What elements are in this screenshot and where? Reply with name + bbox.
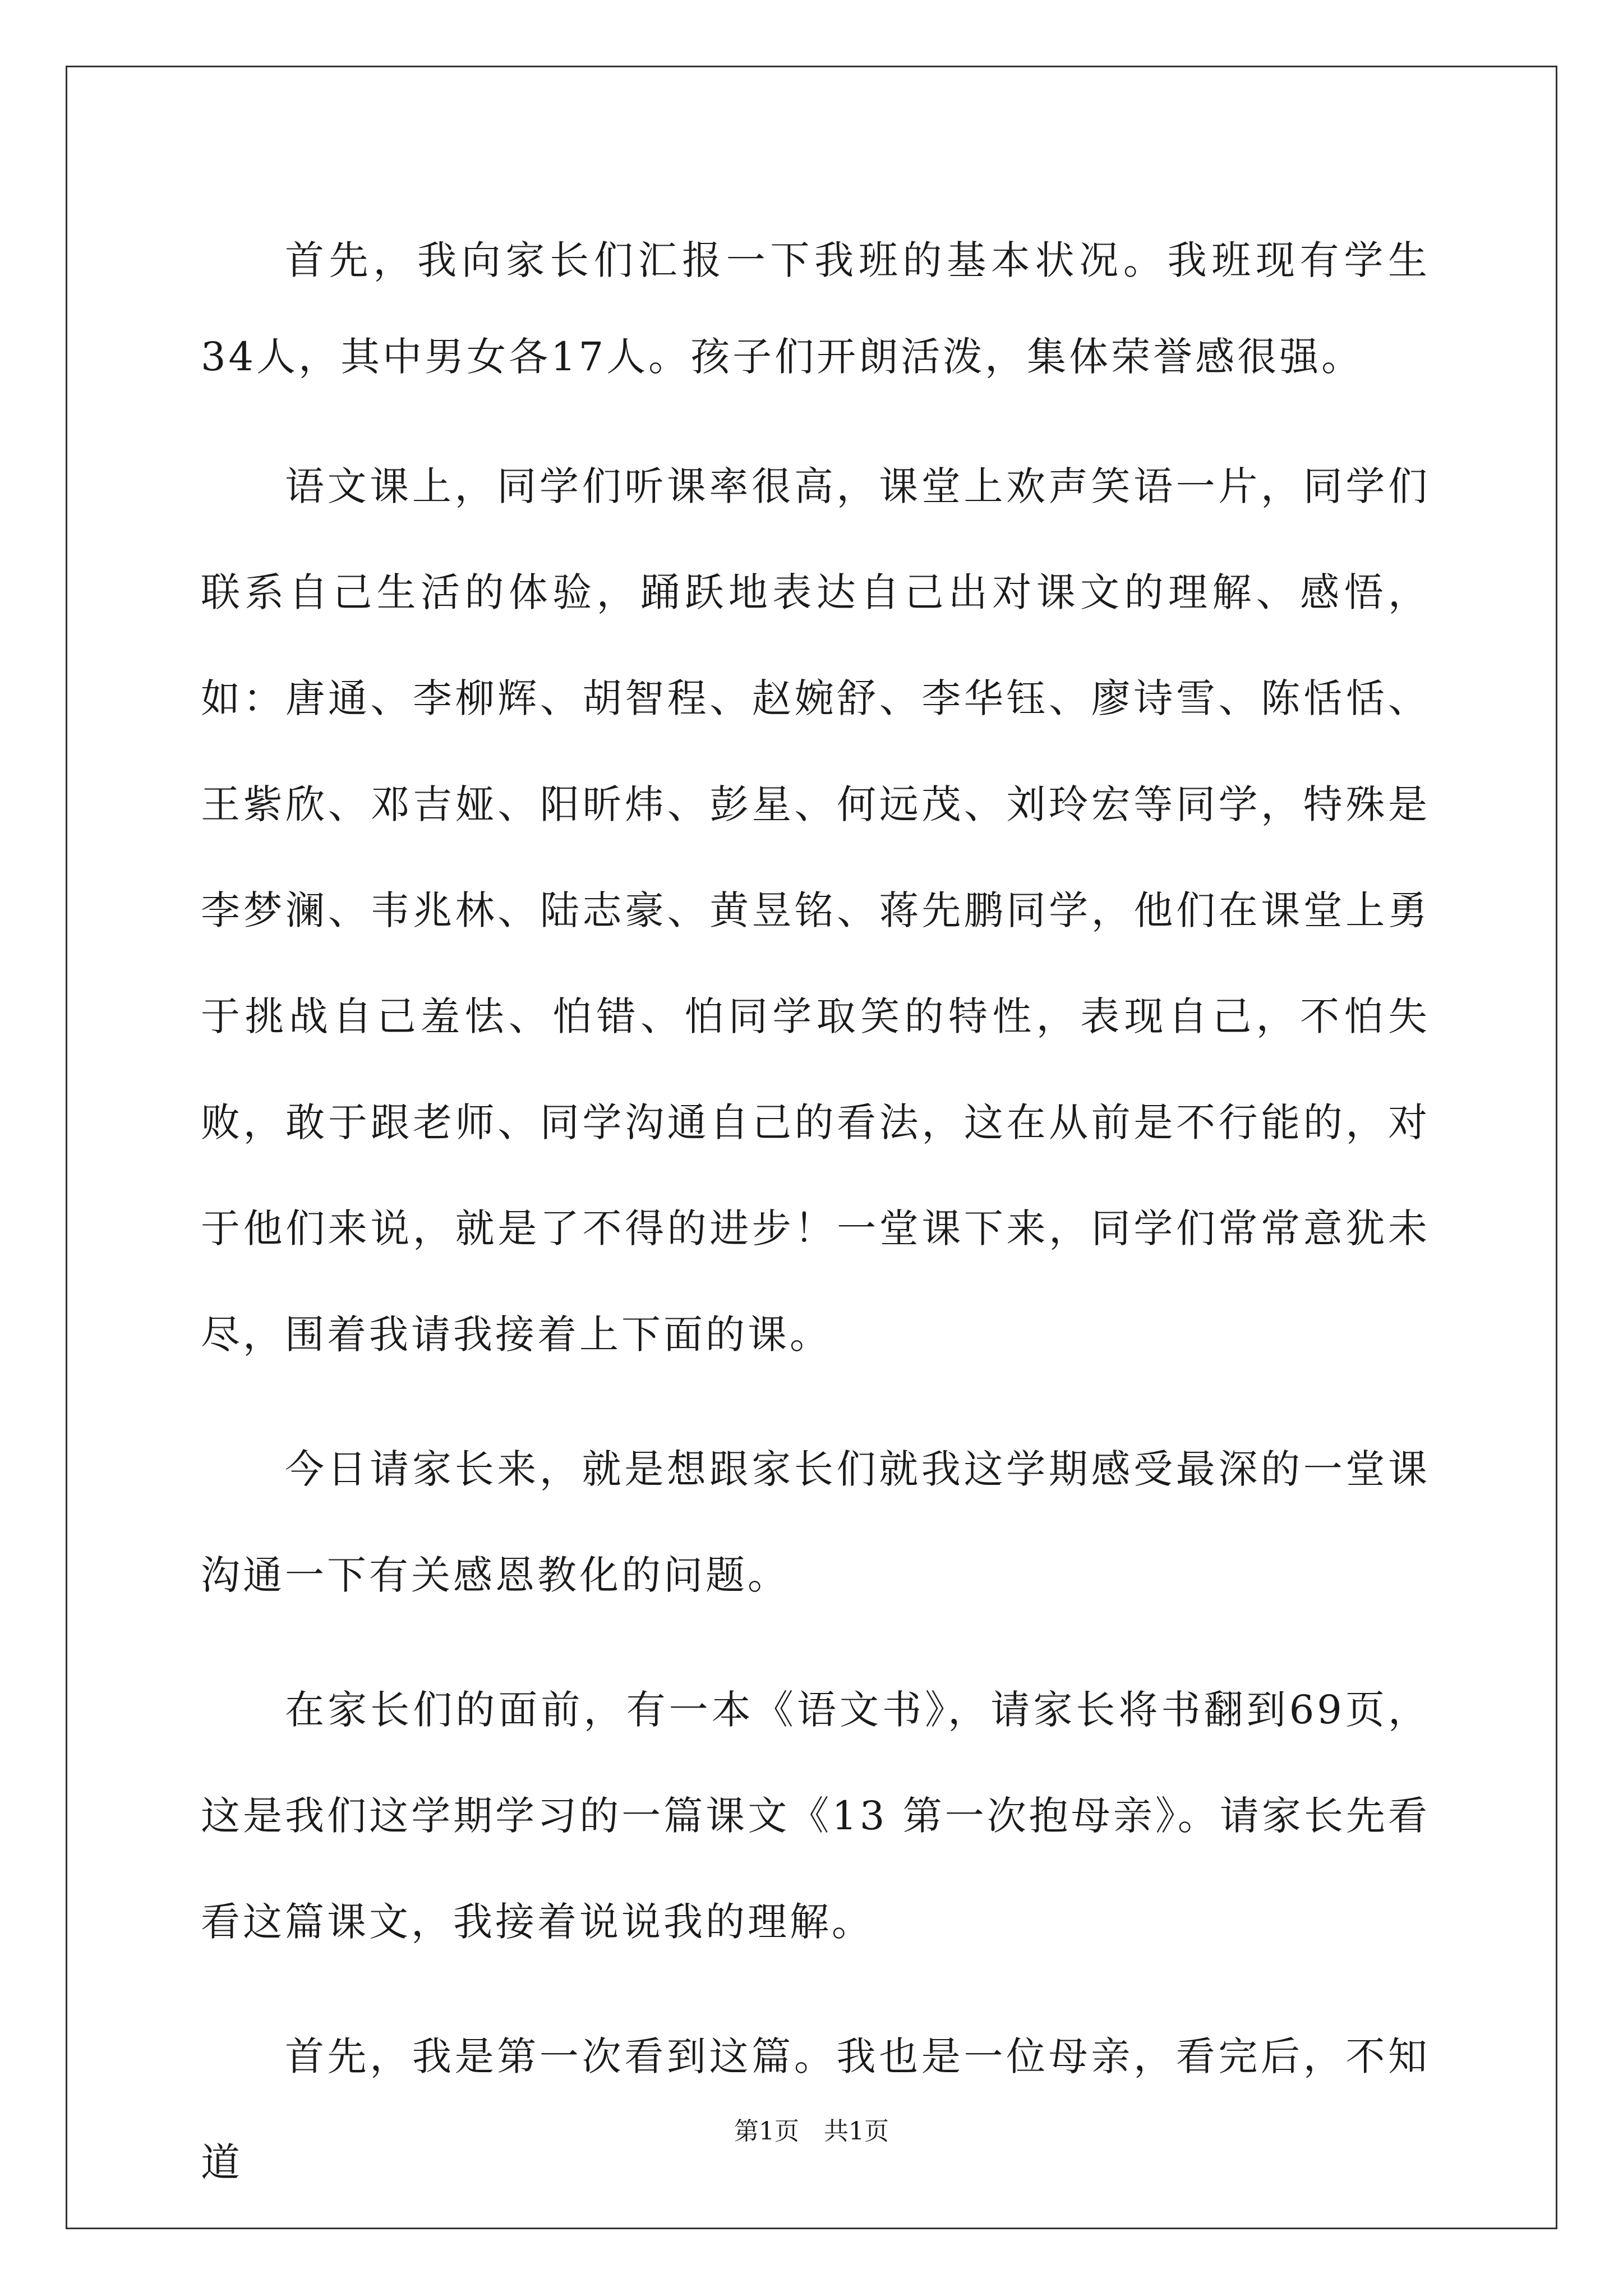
page-footer [0,2115,1623,2148]
page-total: 共1页 [824,2117,889,2146]
paragraph: 语文课上，同学们听课率很高，课堂上欢声笑语一片，同学们联系自己生活的体验，踊跃地表达自己出对课文的理解、感悟，如：唐通、李柳辉、胡智程、赵婉舒、李华钰、廖诗雪、陈恬恬、王紫欣、邓吉娅、阳昕炜、彭星、何远茂、刘玲宏等同学，特殊是李梦澜、韦兆林、陆志豪、黄昱铭、蒋先鹏同学，他们在课堂上勇于挑战自己羞怯、怕错、怕同学取笑的特性，表现自己，不怕失败，敢于跟老师、同学沟通自己的看法，这在从前是不行能的，对于他们来说，就是了不得的进步！一堂课下来，同学们常常意犹未尽，围着我请我接着上下面的课。 [201,463,1430,1358]
page-number: 第1页 [734,2117,799,2146]
document-body [201,212,1430,2244]
paragraph: 在家长们的面前，有一本《语文书》，请家长将书翻到69页，这是我们这学期学习的一篇课文《13 第一次抱母亲》。请家长先看看这篇课文，我接着说说我的理解。 [201,1687,1430,1945]
paragraph: 今日请家长来，就是想跟家长们就我这学期感受最深的一堂课沟通一下有关感恩教化的问题。 [201,1446,1430,1598]
paragraph: 首先，我是第一次看到这篇。我也是一位母亲，看完后，不知道 [201,2033,1430,2185]
paragraph: 首先，我向家长们汇报一下我班的基本状况。我班现有学生34人，其中男女各17人。孩子们开朗活泼，集体荣誉感很强。 [201,237,1430,380]
